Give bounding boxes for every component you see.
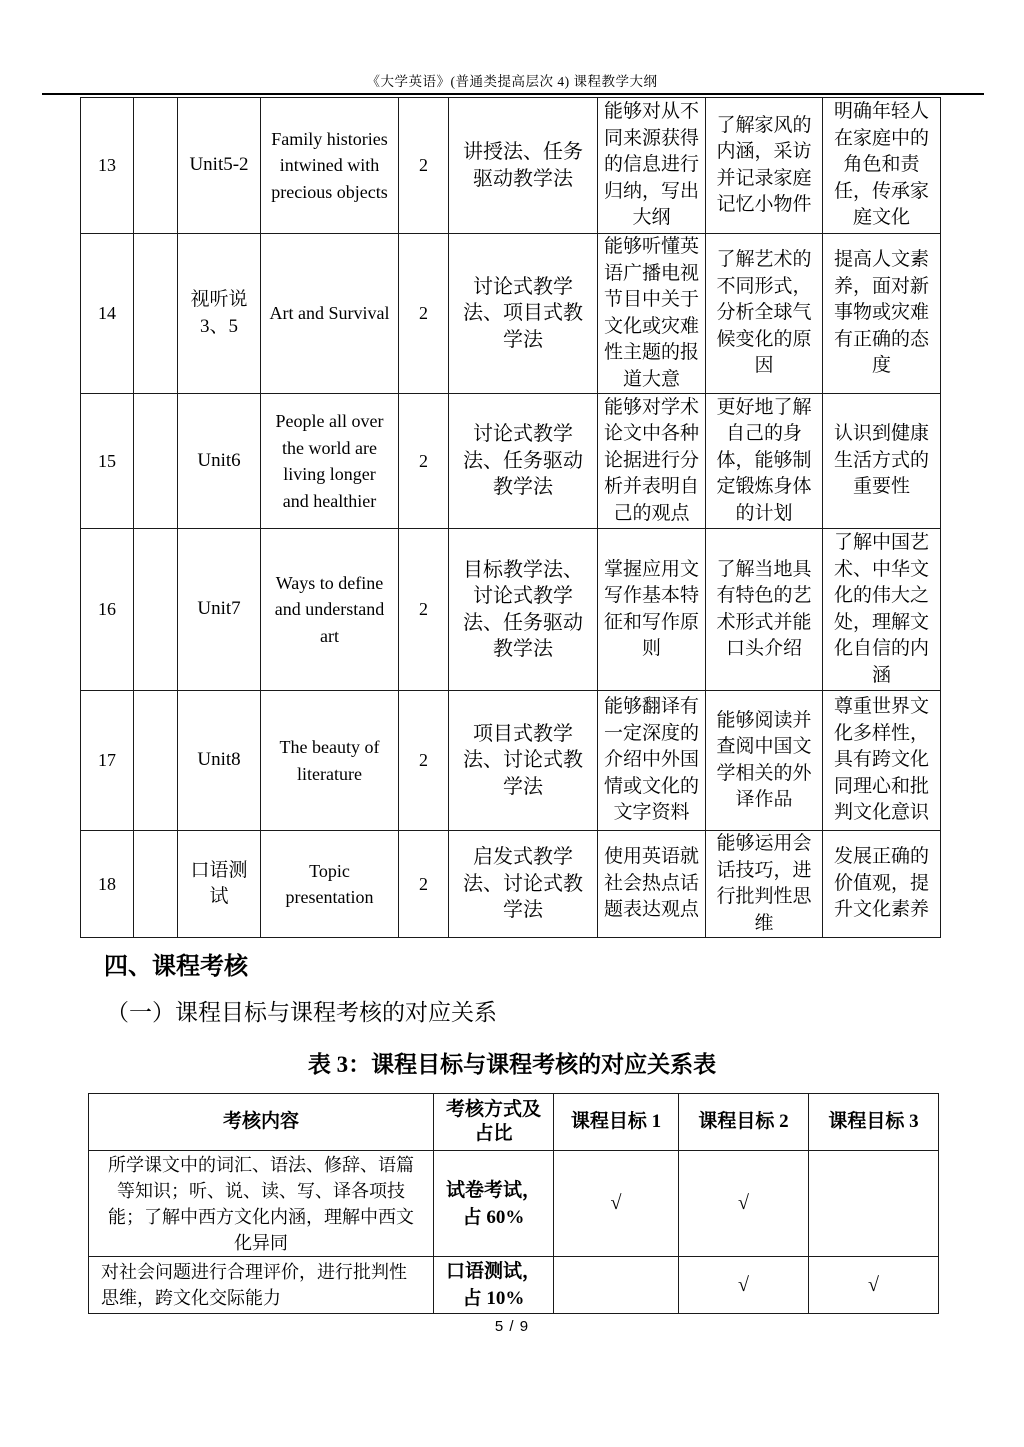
goal2-check-cell: √ bbox=[679, 1151, 809, 1257]
unit-cell: Unit7 bbox=[178, 529, 261, 691]
header-assessment-method: 考核方式及占比 bbox=[434, 1094, 554, 1151]
goal3-check-cell bbox=[809, 1151, 939, 1257]
assessment-header-row bbox=[89, 1094, 939, 1151]
hours-cell: 2 bbox=[399, 98, 449, 234]
methods-cell: 讨论式教学法、任务驱动教学法 bbox=[449, 394, 598, 529]
objective-skill-cell: 能够对学术论文中各种论据进行分析并表明自己的观点 bbox=[598, 394, 706, 529]
group-cell bbox=[134, 234, 178, 394]
topic-cell: Family histories intwined with precious objects bbox=[261, 98, 399, 234]
unit-cell: 口语测试 bbox=[178, 831, 261, 938]
objective-skill-cell: 掌握应用文写作基本特征和写作原则 bbox=[598, 529, 706, 691]
unit-cell: Unit5-2 bbox=[178, 98, 261, 234]
group-cell bbox=[134, 691, 178, 831]
goal3-check-cell: √ bbox=[809, 1257, 939, 1314]
header-assessment-content: 考核内容 bbox=[89, 1094, 434, 1151]
objective-skill-cell: 能够对从不同来源获得的信息进行归纳，写出大纲 bbox=[598, 98, 706, 234]
goal1-check-cell: √ bbox=[554, 1151, 679, 1257]
schedule-row-15 bbox=[81, 394, 941, 529]
methods-cell: 启发式教学法、讨论式教学法 bbox=[449, 831, 598, 938]
objective-knowledge-cell: 能够运用会话技巧，进行批判性思维 bbox=[706, 831, 823, 938]
assessment-content-cell: 所学课文中的词汇、语法、修辞、语篇等知识；听、说、读、写、译各项技能；了解中西方文化内涵，理解中西文化异同 bbox=[89, 1151, 434, 1257]
objective-quality-cell: 认识到健康生活方式的重要性 bbox=[823, 394, 941, 529]
objective-knowledge-cell: 更好地了解自己的身体，能够制定锻炼身体的计划 bbox=[706, 394, 823, 529]
course-schedule-table bbox=[80, 97, 941, 938]
unit-cell: 视听说 3、5 bbox=[178, 234, 261, 394]
assessment-row-exam bbox=[89, 1151, 939, 1257]
group-cell bbox=[134, 529, 178, 691]
hours-cell: 2 bbox=[399, 394, 449, 529]
hours-cell: 2 bbox=[399, 831, 449, 938]
row-number: 17 bbox=[81, 691, 134, 831]
objective-skill-cell: 使用英语就社会热点话题表达观点 bbox=[598, 831, 706, 938]
row-number: 13 bbox=[81, 98, 134, 234]
schedule-row-17 bbox=[81, 691, 941, 831]
assessment-row-oral bbox=[89, 1257, 939, 1314]
objective-knowledge-cell: 了解艺术的不同形式，分析全球气候变化的原因 bbox=[706, 234, 823, 394]
goal2-check-cell: √ bbox=[679, 1257, 809, 1314]
unit-cell: Unit6 bbox=[178, 394, 261, 529]
schedule-row-18 bbox=[81, 831, 941, 938]
topic-cell: Art and Survival bbox=[261, 234, 399, 394]
header-divider bbox=[42, 93, 984, 95]
objective-knowledge-cell: 了解家风的内涵，采访并记录家庭记忆小物件 bbox=[706, 98, 823, 234]
group-cell bbox=[134, 831, 178, 938]
row-number: 14 bbox=[81, 234, 134, 394]
goal1-check-cell bbox=[554, 1257, 679, 1314]
schedule-row-14 bbox=[81, 234, 941, 394]
section-heading-assessment: 四、课程考核 bbox=[104, 954, 248, 980]
methods-cell: 目标教学法、讨论式教学法、任务驱动教学法 bbox=[449, 529, 598, 691]
hours-cell: 2 bbox=[399, 234, 449, 394]
header-course-goal-2: 课程目标 2 bbox=[679, 1094, 809, 1151]
methods-cell: 讨论式教学法、项目式教学法 bbox=[449, 234, 598, 394]
assessment-mapping-table bbox=[88, 1093, 939, 1314]
group-cell bbox=[134, 98, 178, 234]
row-number: 18 bbox=[81, 831, 134, 938]
header-course-goal-3: 课程目标 3 bbox=[809, 1094, 939, 1151]
topic-cell: The beauty of literature bbox=[261, 691, 399, 831]
assessment-method-cell: 试卷考试，占 60% bbox=[434, 1151, 554, 1257]
objective-quality-cell: 发展正确的价值观，提升文化素养 bbox=[823, 831, 941, 938]
page-number: 5 / 9 bbox=[494, 1318, 530, 1335]
hours-cell: 2 bbox=[399, 529, 449, 691]
objective-quality-cell: 了解中国艺术、中华文化的伟大之处，理解文化自信的内涵 bbox=[823, 529, 941, 691]
header-course-goal-1: 课程目标 1 bbox=[554, 1094, 679, 1151]
objective-quality-cell: 提高人文素养，面对新事物或灾难有正确的态度 bbox=[823, 234, 941, 394]
objective-knowledge-cell: 能够阅读并查阅中国文学相关的外译作品 bbox=[706, 691, 823, 831]
hours-cell: 2 bbox=[399, 691, 449, 831]
table3-caption: 表 3：课程目标与课程考核的对应关系表 bbox=[307, 1052, 717, 1077]
schedule-row-13 bbox=[81, 98, 941, 234]
row-number: 16 bbox=[81, 529, 134, 691]
topic-cell: Topic presentation bbox=[261, 831, 399, 938]
objective-skill-cell: 能够翻译有一定深度的介绍中外国情或文化的文字资料 bbox=[598, 691, 706, 831]
methods-cell: 项目式教学法、讨论式教学法 bbox=[449, 691, 598, 831]
assessment-method-cell: 口语测试，占 10% bbox=[434, 1257, 554, 1314]
assessment-content-cell: 对社会问题进行合理评价，进行批判性思维，跨文化交际能力 bbox=[89, 1257, 434, 1314]
document-header-title: 《大学英语》(普通类提高层次 4) 课程教学大纲 bbox=[366, 74, 658, 89]
row-number: 15 bbox=[81, 394, 134, 529]
group-cell bbox=[134, 394, 178, 529]
objective-skill-cell: 能够听懂英语广播电视节目中关于文化或灾难性主题的报道大意 bbox=[598, 234, 706, 394]
schedule-row-16 bbox=[81, 529, 941, 691]
topic-cell: People all over the world are living longer and healthier bbox=[261, 394, 399, 529]
methods-cell: 讲授法、任务驱动教学法 bbox=[449, 98, 598, 234]
objective-knowledge-cell: 了解当地具有特色的艺术形式并能口头介绍 bbox=[706, 529, 823, 691]
topic-cell: Ways to define and understand art bbox=[261, 529, 399, 691]
objective-quality-cell: 明确年轻人在家庭中的角色和责任，传承家庭文化 bbox=[823, 98, 941, 234]
section-subheading-mapping: （一）课程目标与课程考核的对应关系 bbox=[106, 1000, 497, 1025]
objective-quality-cell: 尊重世界文化多样性，具有跨文化同理心和批判文化意识 bbox=[823, 691, 941, 831]
unit-cell: Unit8 bbox=[178, 691, 261, 831]
